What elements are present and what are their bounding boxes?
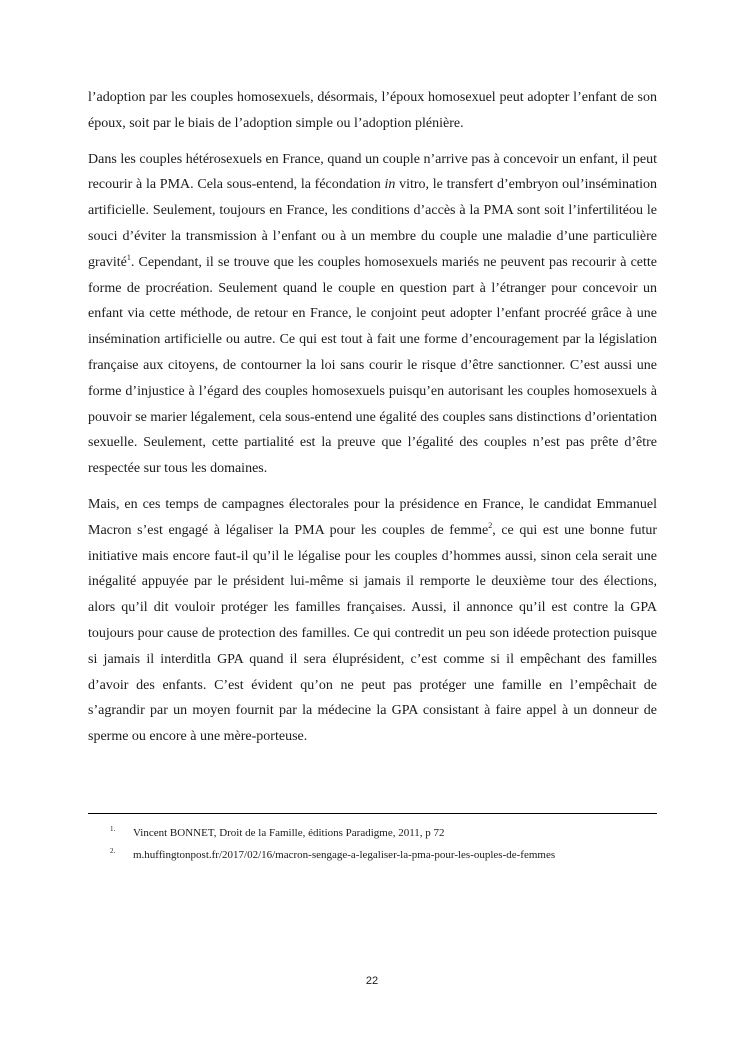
footnotes <box>88 824 657 868</box>
footnote-2-text: m.huffingtonpost.fr/2017/02/16/macron-sengage-a-legaliser-la-pma-pour-les-ouples-de-femmes <box>133 849 556 861</box>
paragraph-2-part-d: . Cependant, il se trouve que les couples homosexuels mariés ne peuvent pas recourir à cette forme de procréation. Seulement quand le couple en question part à l’étranger pour concevoir un enfant via cette méthode, de retour en France, le conjoint peut adopter l’enfant procréé grâce à une insémination artificielle ou autre. Ce qui est tout à fait une forme d’encouragement par la législation française aux citoyens, de contourner la loi sans courir le risque d’être sanctionner. C’est aussi une forme d’injustice à l’égard des couples homosexuels puisqu’en autorisant les couples homosexuels à pouvoir se marier légalement, cela sous-entend une égalité des couples sans distinctions d’orientation sexuelle. Seulement, cette partialité est la preuve que l’égalité des couples n’est pas prête d’être respectée sur tous les domaines. <box>88 254 657 477</box>
footnote-ref-1[interactable]: 1 <box>126 252 131 262</box>
footnote-1-text: Vincent BONNET, Droit de la Famille, éditions Paradigme, 2011, p 72 <box>133 827 445 839</box>
paragraph-2-italic-in: in <box>384 177 396 193</box>
paragraph-2-part-c: vitro, le transfert d’embryon oul’insémination artificielle. Seulement, toujours en France, les conditions d’accès à la PMA sont soit l’infertilitéou le souci d’éviter la transmission à l’enfant ou à un membre du couple une maladie d’une particulière gravité <box>88 177 657 270</box>
footnote-1 <box>88 824 657 846</box>
footnote-2 <box>88 846 657 868</box>
paragraph-3 <box>88 492 657 750</box>
footnote-separator <box>88 813 657 814</box>
paragraph-3-part-a: Mais, en ces temps de campagnes électorales pour la présidence en France, le candidat Emmanuel Macron s’est engagé à légaliser la PMA pour les couples de femme <box>88 496 657 538</box>
footnote-2-number: 2. <box>110 847 116 855</box>
body-text <box>88 85 657 760</box>
paragraph-2-part-a: Dans les couples hétérosexuels en France, quand un couple n’arrive pas à concevoir un enfant, il peut recourir à la PMA. Cela sous-entend, la fécondation <box>88 151 657 193</box>
page-number: 22 <box>365 975 379 987</box>
footnote-ref-2[interactable]: 2 <box>488 520 493 530</box>
footnote-1-number: 1. <box>110 825 116 833</box>
paragraph-1: l’adoption par les couples homosexuels, désormais, l’époux homosexuel peut adopter l’enfant de son époux, soit par le biais de l’adoption simple ou l’adoption plénière. <box>88 90 657 131</box>
paragraph-3-part-b: , ce qui est une bonne futur initiative mais encore faut-il qu’il le légalise pour les couples d’hommes aussi, sinon cela serait une inégalité appuyée par le président lui-même si jamais il remporte le deuxième tour des élections, alors qu’il dit vouloir protéger les familles françaises. Aussi, il annonce qu’il est contre la GPA toujours pour cause de protection des familles. Ce qui contredit un peu son idéede protection puisque si jamais il interditla GPA quand il sera éluprésident, c’est comme si il empêchant des familles d’avoir des enfants. C’est évident qu’on ne peut pas protéger une famille en l’empêchait de s’agrandir par un moyen fournit par la médecine la GPA consistant à faire appel à un donneur de sperme ou encore à une mère-porteuse. <box>88 522 657 745</box>
paragraph-2 <box>88 147 657 482</box>
